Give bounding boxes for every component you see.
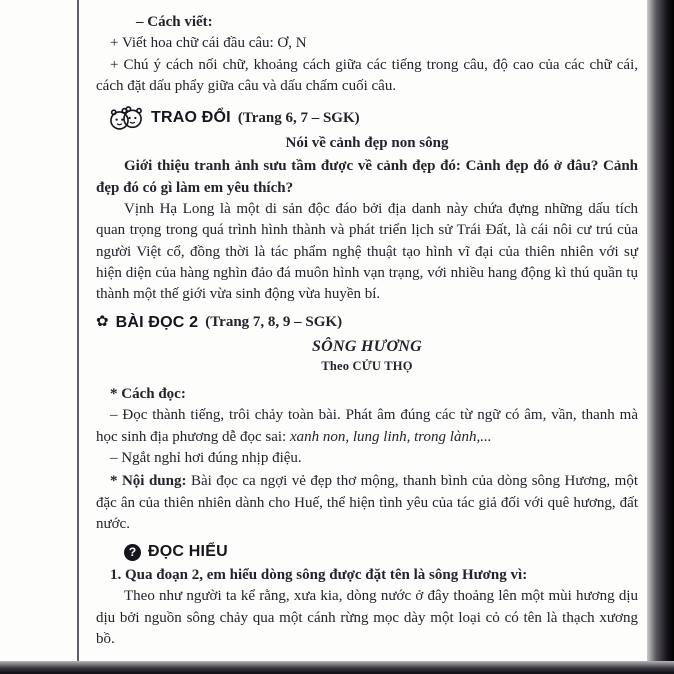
cach-viet-line2: + Chú ý cách nối chữ, khoảng cách giữa các tiếng trong câu, độ cao của các chữ cái, cách đặt dấu phẩy giữa câu và dấu chấm cuối câu.: [96, 56, 638, 94]
trao-doi-pages: (Trang 6, 7 – SGK): [237, 109, 360, 126]
book-edge-bottom: [0, 661, 674, 674]
children-talking-icon: [108, 105, 144, 131]
question-mark-icon: ?: [124, 544, 141, 561]
bai-doc-heading-row: [96, 314, 638, 332]
bai-doc-title: BÀI ĐỌC 2: [115, 313, 199, 331]
noi-dung-text: Bài đọc ca ngợi vẻ đẹp thơ mộng, thanh bình của dòng sông Hương, một đặc ân của thiên nhiên dành cho Huế, thể hiện tình yêu của tác giả đối với quê hương, đất nước.: [96, 473, 638, 532]
cach-doc-line1-normal: – Đọc thành tiếng, trôi chảy toàn bài. Phát âm đúng các từ ngữ có âm, vần, thanh mà học sinh địa phương dễ đọc sai:: [96, 407, 638, 445]
trao-doi-body: Vịnh Hạ Long là một di sản độc đáo bởi địa danh này chứa đựng những dấu tích quan trọng trong quá trình hình thành và phát triển lịch sử Trái Đất, là cái nôi cư trú của người Việt cổ, đồng thời là tác phẩm nghệ thuật tạo hình vĩ đại của thiên nhiên với sự hiện diện của hàng nghìn đảo đá muôn hình vạn trạng, với nhiều hang động kì thú quần tụ thành một thế giới vừa sinh động vừa huyền bí.: [96, 201, 638, 303]
question-1: 1. Qua đoạn 2, em hiểu dòng sông được đặt tên là sông Hương vì:: [110, 567, 528, 584]
trao-doi-title: TRAO ĐỔI: [151, 109, 231, 127]
lesson-title: SÔNG HƯƠNG: [311, 337, 423, 355]
cach-doc-heading: * Cách đọc:: [110, 386, 186, 403]
noi-dung-label: * Nội dung:: [110, 473, 187, 490]
doc-hieu-title: ĐỌC HIỂU: [148, 543, 228, 561]
left-margin-rule: [77, 0, 79, 674]
cach-doc-line2: – Ngắt nghỉ hơi đúng nhịp điệu.: [110, 449, 302, 466]
cach-viet-heading: – Cách viết:: [136, 14, 213, 30]
cach-doc-line1-examples: xanh non, lung linh, trong lành,...: [289, 428, 492, 445]
bai-doc-pages: (Trang 7, 8, 9 – SGK): [205, 314, 343, 331]
question-1-body: Theo như người ta kể rằng, xưa kia, dòng nước ở đây thoảng lên một mùi hương dịu dịu bởi nguồn sông chảy qua một cánh rừng mọc dày một loại cỏ có tên là thạch xương bồ.: [96, 588, 638, 647]
doc-hieu-heading-row: [124, 543, 638, 561]
flower-icon: ✿: [96, 314, 109, 331]
trao-doi-subtitle: Nói về cảnh đẹp non sông: [285, 135, 449, 152]
book-edge-right: [647, 0, 674, 674]
page-content: [96, 12, 638, 674]
trao-doi-heading-row: [96, 105, 638, 131]
lesson-author: Theo CỬU THỌ: [321, 359, 413, 374]
noi-dung: [96, 471, 638, 535]
trao-doi-prompt: Giới thiệu tranh ảnh sưu tầm được về cảnh đẹp đó: Cảnh đẹp đó ở đâu? Cảnh đẹp đó có gì làm em yêu thích?: [96, 158, 638, 196]
cach-viet-line1: + Viết hoa chữ cái đầu câu: Ơ, N: [110, 35, 307, 52]
cach-doc-line1: [96, 405, 638, 448]
